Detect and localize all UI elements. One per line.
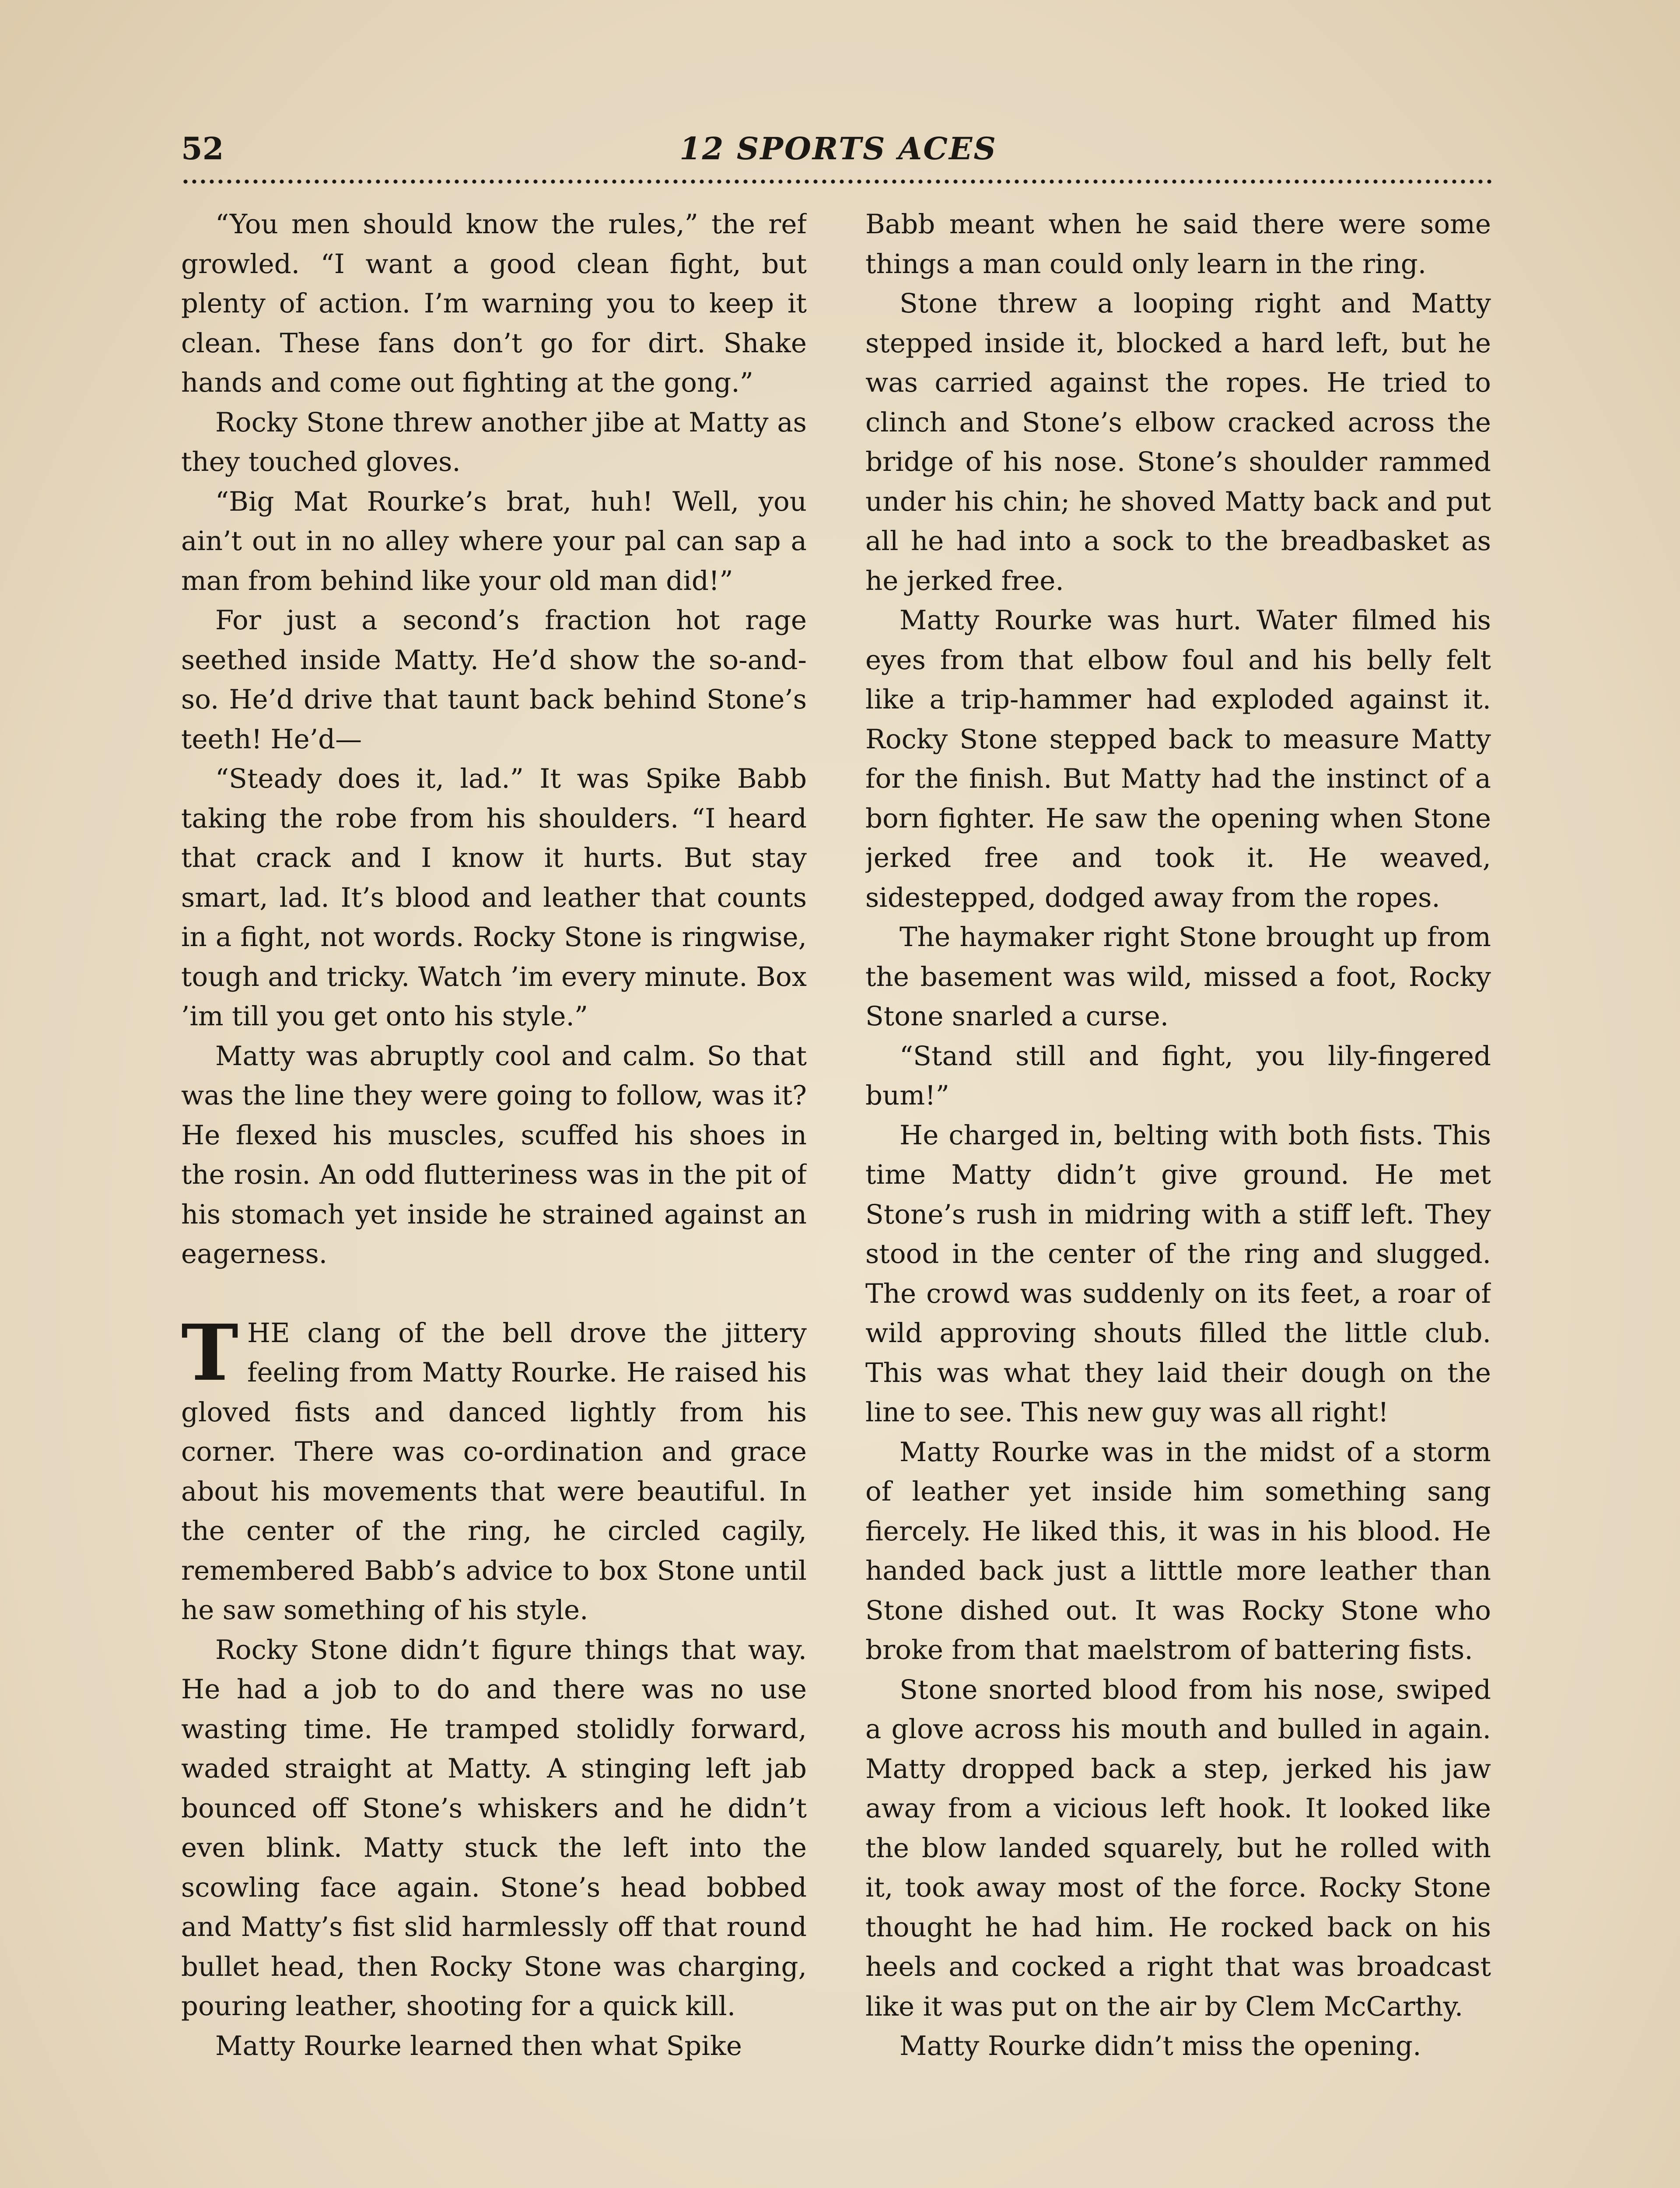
paragraph: “You men should know the rules,” the ref growled. “I want a good clean fight, but plenty of action. I’m warning you to keep it clean. These fans don’t go for dirt. Shake hands and come out fighting at the gong.”	[181, 209, 807, 398]
paragraph: Stone snorted blood from his nose, swiped a glove across his mouth and bulled in again. Matty dropped back a step, jerked his jaw away from a vicious left hook. It looked like the blow landed squarely, but he rolled with it, took away most of the force. Rocky Stone thought he had him. He rocked back on his heels and cocked a right that was broadcast like it was put on the air by Clem McCarthy.	[865, 1674, 1491, 2022]
continued-paragraph: Babb meant when he said there were some things a man could only learn in the ring.	[865, 209, 1491, 280]
page-number: 52	[181, 130, 224, 167]
section-opening-text: HE clang of the bell drove the jittery feeling from Matty Rourke. He raised his gloved fists and danced lightly from his corner. There was co-ordination and grace about his movements that were beautiful. In the center of the ring, he circled cagily, remembered Babb’s advice to box Stone until he saw something of his style.	[181, 1317, 807, 1626]
paragraph: Rocky Stone didn’t figure things that way. He had a job to do and there was no use wasting time. He tramped stolidly forward, waded straight at Matty. A stinging left jab bounced off Stone’s whiskers and he didn’t even blink. Matty stuck the left into the scowling face again. Stone’s head bobbed and Matty’s fist slid harmlessly off that round bullet head, then Rocky Stone was charging, pouring leather, shooting for a quick kill.	[181, 1634, 807, 2022]
paragraph: Matty was abruptly cool and calm. So that was the line they were going to follow, was it? He flexed his muscles, scuffed his shoes in the rosin. An odd flutteriness was in the pit of his stomach yet inside he strained against an eagerness.	[181, 1040, 807, 1269]
running-title: 12 SPORTS ACES	[679, 130, 997, 167]
paragraph: Matty Rourke learned then what Spike	[215, 2030, 742, 2062]
paragraph: Matty Rourke was hurt. Water filmed his eyes from that elbow foul and his belly felt like a trip-hammer had exploded against it. Rocky Stone stepped back to measure Matty for the finish. But Matty had the instinct of a born fighter. He saw the opening when Stone jerked free and took it. He weaved, sidestepped, dodged away from the ropes.	[865, 605, 1491, 913]
drop-cap: T	[181, 1307, 238, 1398]
paragraph: “Steady does it, lad.” It was Spike Babb taking the robe from his shoulders. “I heard that crack and I know it hurts. But stay smart, lad. It’s blood and leather that counts in a fight, not words. Rocky Stone is ringwise, tough and tricky. Watch ’im every minute. Box ’im till you get onto his style.”	[181, 763, 807, 1032]
paragraph: The haymaker right Stone brought up from the basement was wild, missed a foot, Rocky Stone snarled a curse.	[865, 922, 1491, 1032]
left-text-column	[181, 205, 807, 2188]
paragraph: He charged in, belting with both fists. This time Matty didn’t give ground. He met Stone’s rush in midring with a stiff left. They stood in the center of the ring and slugged. The crowd was suddenly on its feet, a roar of wild approving shouts filled the little club. This was what they laid their dough on the line to see. This new guy was all right!	[865, 1119, 1491, 1428]
paragraph: Matty Rourke was in the midst of a storm of leather yet inside him something sang fiercely. He liked this, it was in his blood. He handed back just a litttle more leather than Stone dished out. It was Rocky Stone who broke from that maelstrom of battering fists.	[865, 1436, 1491, 1666]
paragraph: For just a second’s fraction hot rage seethed inside Matty. He’d show the so-and-so. He’d drive that taunt back behind Stone’s teeth! He’d—	[181, 605, 807, 755]
paragraph: Stone threw a looping right and Matty stepped inside it, blocked a hard left, but he was carried against the ropes. He tried to clinch and Stone’s elbow cracked across the bridge of his nose. Stone’s shoulder rammed under his chin; he shoved Matty back and put all he had into a sock to the breadbasket as he jerked free.	[865, 288, 1491, 596]
section-opening-paragraph	[181, 1307, 807, 1630]
paragraph: Rocky Stone threw another jibe at Matty as they touched gloves.	[181, 407, 807, 477]
paragraph: “Stand still and fight, you lily-fingered bum!”	[865, 1040, 1491, 1111]
dotted-rule-divider	[181, 179, 1495, 185]
paragraph: Matty Rourke didn’t miss the opening.	[900, 2030, 1421, 2062]
page-header	[181, 125, 1495, 173]
right-text-column	[865, 205, 1491, 2188]
paragraph: “Big Mat Rourke’s brat, huh! Well, you ain’t out in no alley where your pal can sap a man from behind like your old man did!”	[181, 486, 807, 596]
